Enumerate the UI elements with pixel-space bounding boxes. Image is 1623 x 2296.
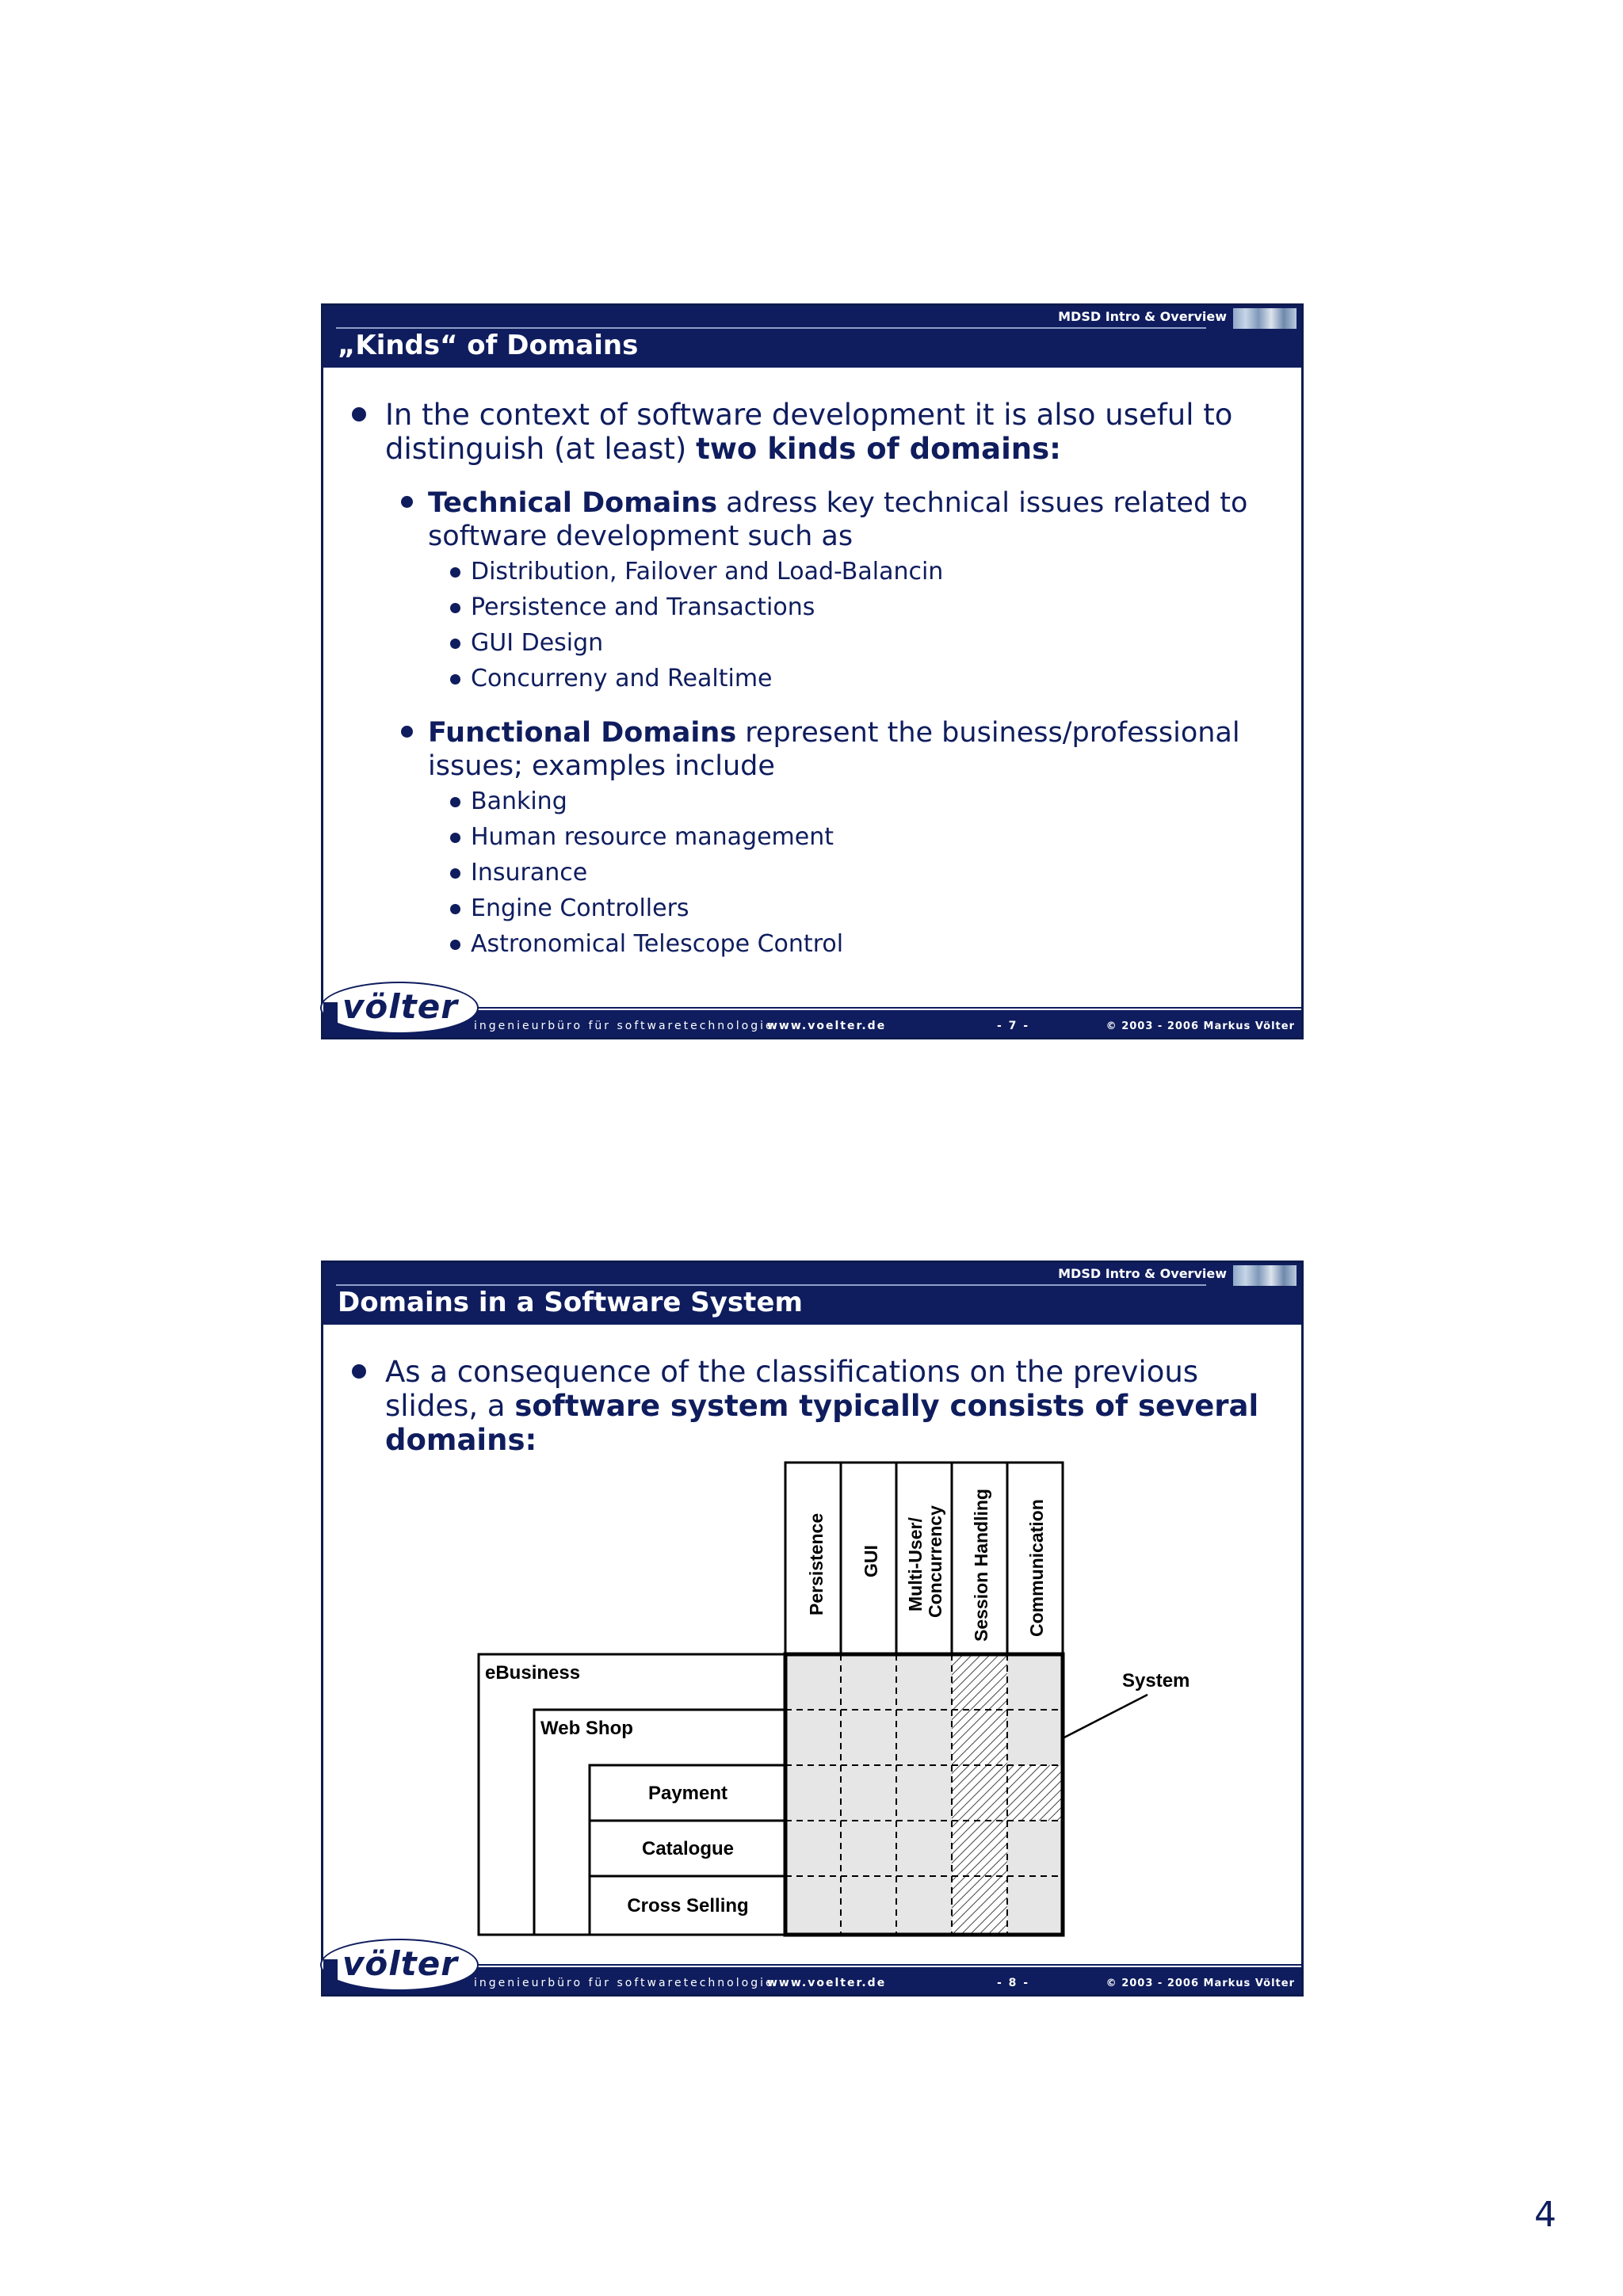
bullet-icon (401, 496, 413, 508)
footer-copyright: © 2003 - 2006 Markus Völter (1106, 1020, 1295, 1032)
logo-mark (323, 1002, 338, 1034)
footer-page: - 8 - (997, 1977, 1030, 1989)
footer-rule (466, 1007, 1301, 1009)
row-label: Web Shop (540, 1718, 633, 1739)
system-callout-line (1063, 1695, 1148, 1738)
bullet-icon (450, 674, 460, 685)
bullet-icon (352, 407, 366, 421)
slide-footer (323, 1940, 1301, 1994)
bullet-icon (450, 940, 460, 950)
section-label: MDSD Intro & Overview (1058, 1266, 1227, 1281)
footer-url: www.voelter.de (767, 1020, 887, 1032)
footer-rule (466, 1964, 1301, 1966)
page-number: 4 (1534, 2195, 1556, 2235)
list-item: Distribution, Failover and Load-Balancin (471, 558, 944, 585)
slide-domains-in-software-system (321, 1261, 1304, 1997)
slide-kinds-of-domains (321, 303, 1304, 1039)
column-label: Persistence (806, 1512, 827, 1615)
column-label: Multi-User/ (905, 1517, 926, 1611)
row-label: Catalogue (641, 1838, 735, 1859)
footer-copyright: © 2003 - 2006 Markus Völter (1106, 1978, 1295, 1989)
bullet-icon (450, 603, 460, 613)
list-item: Concurreny and Realtime (471, 665, 773, 692)
footer-page: - 7 - (997, 1020, 1030, 1032)
list-item: Human resource management (471, 823, 834, 851)
bullet-icon (450, 567, 460, 578)
list-item: GUI Design (471, 629, 604, 657)
logo-text: völter (342, 987, 458, 1026)
slide-footer (323, 983, 1301, 1037)
column-label: GUI (861, 1545, 881, 1577)
subbullet-text: Technical Domains adress key technical issues related to software development such as (428, 487, 1248, 552)
bullet-text: In the context of software development it is also useful to distinguish (at least) two kinds of domains: (385, 398, 1233, 466)
slide-title: „Kinds“ of Domains (338, 330, 639, 361)
subbullet-text: Functional Domains represent the business/professional issues; examples include (428, 717, 1240, 782)
footer-url: www.voelter.de (767, 1977, 887, 1989)
footer-tagline: ingenieurbüro für softwaretechnologie (474, 1020, 775, 1032)
bullet-icon (450, 868, 460, 879)
bullet-text: As a consequence of the classifications on the previous slides, a software system typically consists of several domains: (385, 1355, 1259, 1457)
logo-text: völter (342, 1944, 458, 1983)
column-label: Concurrency (925, 1505, 945, 1618)
system-label: System (1122, 1670, 1190, 1691)
list-item: Insurance (471, 859, 588, 887)
row-label: eBusiness (485, 1662, 581, 1684)
row-label: Payment (647, 1783, 728, 1804)
bullet-icon (450, 833, 460, 843)
section-label: MDSD Intro & Overview (1058, 309, 1227, 324)
list-item: Astronomical Telescope Control (471, 930, 844, 958)
list-item: Engine Controllers (471, 894, 689, 922)
communication-payment-hatch (1007, 1765, 1063, 1821)
domain-matrix-diagram (323, 1263, 1306, 1999)
bullet-icon (450, 904, 460, 914)
column-label: Session Handling (971, 1489, 991, 1642)
footer-tagline: ingenieurbüro für softwaretechnologie (474, 1977, 775, 1989)
slide-header (323, 306, 1301, 368)
list-item: Persistence and Transactions (471, 593, 815, 621)
logo-mark (323, 1959, 338, 1991)
list-item: Banking (471, 788, 567, 815)
header-decoration-image (1233, 308, 1296, 329)
session-handling-hatch (952, 1654, 1007, 1935)
header-rule (336, 327, 1206, 329)
bullet-icon (450, 639, 460, 649)
column-label: Communication (1026, 1499, 1047, 1637)
row-label: Cross Selling (627, 1895, 749, 1917)
bullet-icon (450, 797, 460, 807)
bullet-icon (401, 726, 413, 738)
slide-title: Domains in a Software System (338, 1287, 803, 1318)
